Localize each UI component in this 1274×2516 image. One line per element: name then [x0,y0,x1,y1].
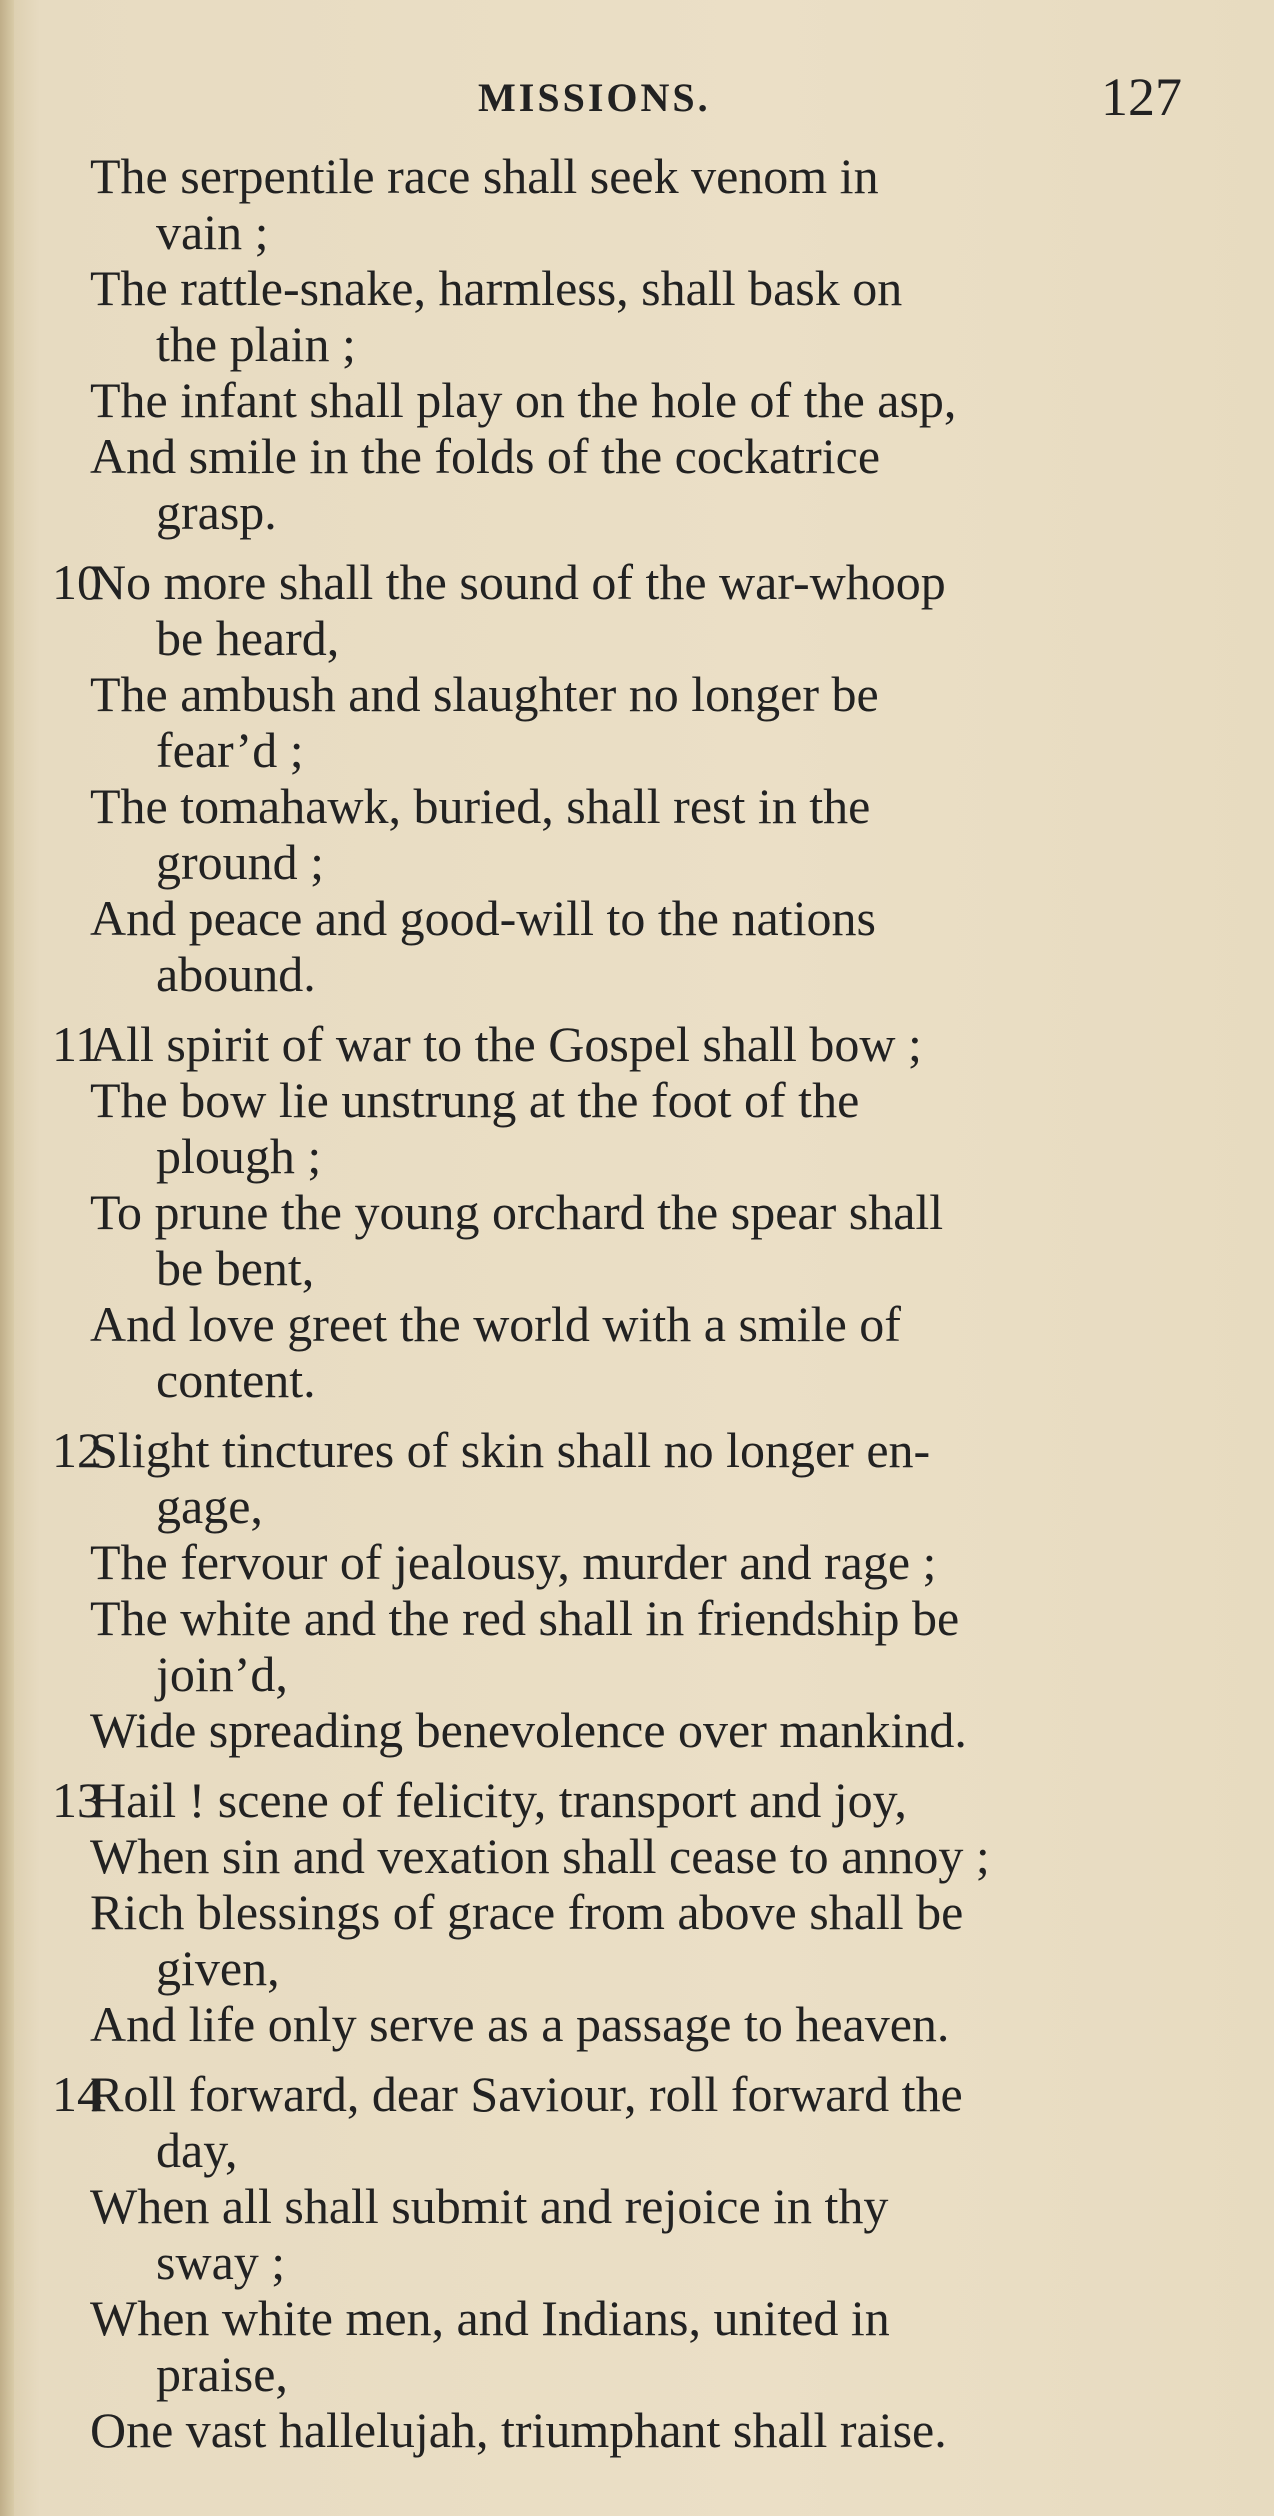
stanza-number: 10 [52,554,102,610]
stanza-number: 12 [52,1422,102,1478]
verse-line-continued: praise, [156,2346,288,2402]
verse-line: The ambush and slaughter no longer be [90,666,879,722]
verse-line: The fervour of jealousy, murder and rage ; [90,1534,937,1590]
page-number: 127 [1101,67,1182,127]
stanza-11 [52,1016,1202,1408]
verse-line: 11 All spirit of war to the Gospel shall bow ; [52,1016,922,1072]
verse-line: And peace and good-will to the nations [90,890,876,946]
verse-line: One vast hallelujah, triumphant shall raise. [90,2402,947,2458]
verse-line-continued: vain ; [156,204,269,260]
stanza-10 [52,554,1202,1002]
verse-line-continued: content. [156,1352,316,1408]
verse-line-continued: join’d, [156,1646,288,1702]
verse-line: 14 Roll forward, dear Saviour, roll forward the [52,2066,963,2122]
verse-line: And love greet the world with a smile of [90,1296,901,1352]
verse-line: The infant shall play on the hole of the asp, [90,372,957,428]
verse-line-continued: grasp. [156,484,277,540]
stanza-number: 14 [52,2066,102,2122]
verse-line-continued: be bent, [156,1240,315,1296]
verse-line: The rattle-snake, harmless, shall bask on [90,260,903,316]
verse-line-continued: abound. [156,946,316,1002]
stanza-14 [52,2066,1202,2458]
stanza-number: 11 [52,1016,101,1072]
verse-line: 10 No more shall the sound of the war-whoop [52,554,946,610]
verse-line-continued: fear’d ; [156,722,304,778]
verse-line: When white men, and Indians, united in [90,2290,890,2346]
verse-line: To prune the young orchard the spear shall [90,1184,944,1240]
page-gutter [0,0,14,2516]
stanza-9-continued [52,148,1202,540]
verse-line-continued: given, [156,1940,280,1996]
verse-line-continued: ground ; [156,834,325,890]
verse-line: And smile in the folds of the cockatrice [90,428,881,484]
verse-line: When all shall submit and rejoice in thy [90,2178,889,2234]
stanza-number: 13 [52,1772,102,1828]
running-title: MISSIONS. [478,75,711,120]
verse-line-continued: day, [156,2122,238,2178]
verse-line: Wide spreading benevolence over mankind. [90,1702,967,1758]
verse-line-continued: the plain ; [156,316,356,372]
verse-line: When sin and vexation shall cease to annoy ; [90,1828,990,1884]
verse-line: 12 Slight tinctures of skin shall no longer en- [52,1422,931,1478]
verse-line-continued: plough ; [156,1128,322,1184]
verse-line: The bow lie unstrung at the foot of the [90,1072,860,1128]
verse-line-continued: be heard, [156,610,340,666]
stanza-12 [52,1422,1202,1758]
verse-line: And life only serve as a passage to heaven. [90,1996,950,2052]
verse-line: Rich blessings of grace from above shall be [90,1884,964,1940]
verse-line-continued: gage, [156,1478,263,1534]
verse-line: The serpentile race shall seek venom in [90,148,879,204]
running-header [0,66,1274,126]
verse-line: 13 Hail ! scene of felicity, transport and joy, [52,1772,907,1828]
verse-line: The white and the red shall in friendship be [90,1590,960,1646]
hymn-text [52,148,1202,2472]
stanza-13 [52,1772,1202,2052]
verse-line: The tomahawk, buried, shall rest in the [90,778,871,834]
verse-line-continued: sway ; [156,2234,286,2290]
